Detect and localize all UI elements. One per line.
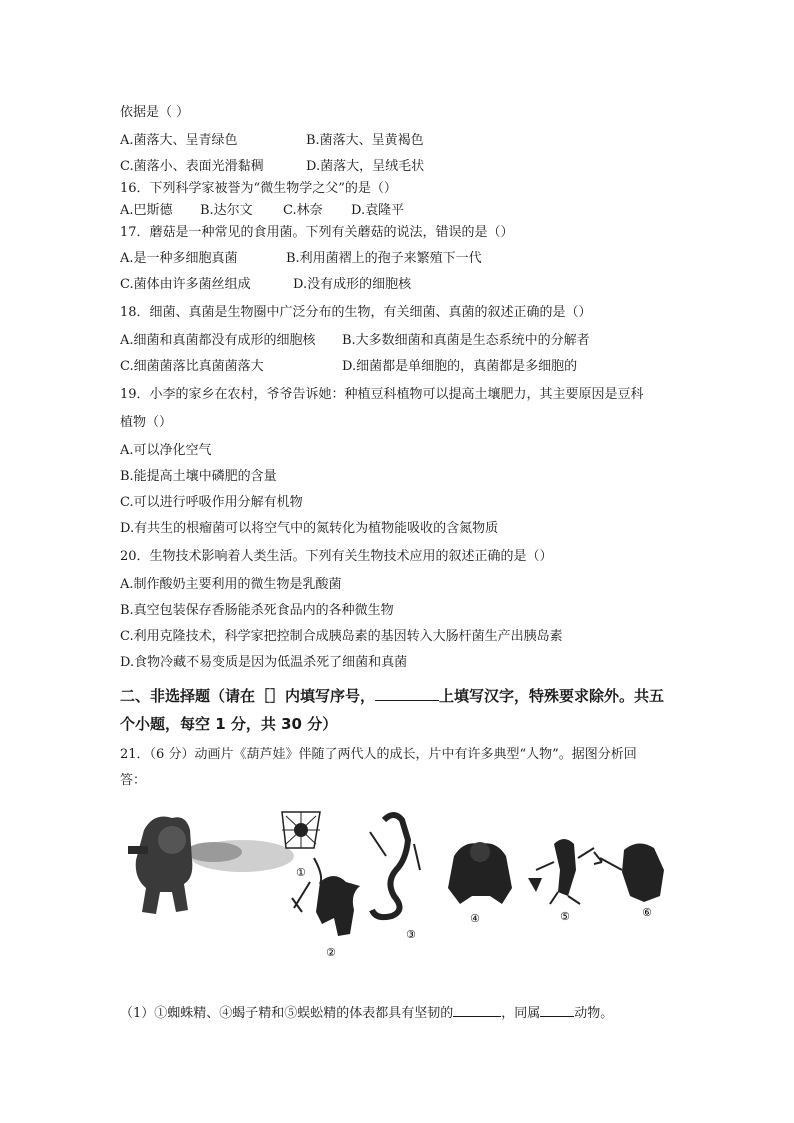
section2-heading-before: 二、非选择题（请在［］内填写序号， — [120, 687, 376, 705]
q21-sub1-after: 动物。 — [574, 1006, 614, 1021]
q20-option-c: C.利用克隆技术，科学家把控制合成胰岛素的基因转入大肠杆菌生产出胰岛素 — [120, 629, 563, 644]
toad-spirit-figure — [594, 843, 664, 902]
answer-blank — [540, 1004, 574, 1017]
q17-stem: 17．蘑菇是一种常见的食用菌。下列有关蘑菇的说法，错误的是（） — [120, 225, 514, 240]
q15-option-a: A.菌落大、呈青绿色 — [120, 133, 238, 148]
q21-stem-line2: 答： — [120, 773, 147, 788]
q18-stem: 18．细菌、真菌是生物圈中广泛分布的生物，有关细菌、真菌的叙述正确的是（） — [120, 305, 592, 320]
q20-option-b: B.真空包装保存香肠能杀死食品内的各种微生物 — [120, 603, 394, 618]
q18-option-b: B.大多数细菌和真菌是生态系统中的分解者 — [342, 333, 590, 348]
figure-label-3: ③ — [406, 928, 416, 941]
q21-sub1 — [120, 1004, 613, 1023]
q15-option-b: B.菌落大、呈黄褐色 — [306, 133, 424, 148]
snake-spirit-figure — [370, 815, 420, 917]
q21-sub1-mid: ，同属 — [501, 1006, 541, 1021]
q21-sub1-before: （1）①蜘蛛精、④蝎子精和⑤蜈蚣精的体表都具有坚韧的 — [120, 1006, 454, 1021]
q20-option-a: A.制作酸奶主要利用的微生物是乳酸菌 — [120, 577, 342, 592]
q18-option-c: C.细菌菌落比真菌菌落大 — [120, 359, 264, 374]
centipede-spirit-figure — [528, 839, 594, 904]
q16-stem: 16．下列科学家被誉为“微生物学之父”的是（） — [120, 181, 397, 196]
spider-spirit-figure — [282, 812, 320, 848]
q19-option-c: C.可以进行呼吸作用分解有机物 — [120, 495, 303, 510]
q17-option-d: D.没有成形的细胞核 — [293, 277, 412, 292]
calabash-characters-figure — [124, 800, 672, 970]
figure-label-4: ④ — [470, 912, 480, 925]
q17-option-a: A.是一种多细胞真菌 — [120, 251, 238, 266]
q19-option-d: D.有共生的根瘤菌可以将空气中的氮转化为植物能吸收的含氮物质 — [120, 521, 499, 536]
section2-heading-after: 上填写汉字，特殊要求除外。共五 — [439, 687, 665, 705]
q16-option-b: B.达尔文 — [200, 203, 253, 218]
calabash-brother-figure — [128, 817, 294, 915]
figure-label-5: ⑤ — [560, 910, 570, 923]
q16-option-a: A.巴斯德 — [120, 203, 173, 218]
q20-option-d: D.食物冷藏不易变质是因为低温杀死了细菌和真菌 — [120, 655, 408, 670]
figure-label-1: ① — [296, 866, 306, 879]
q19-option-b: B.能提高土壤中磷肥的含量 — [120, 469, 277, 484]
q15-option-d: D.菌落大，呈绒毛状 — [306, 159, 425, 174]
q18-option-d: D.细菌都是单细胞的，真菌都是多细胞的 — [342, 359, 578, 374]
figure-label-2: ② — [326, 946, 336, 959]
section2-heading-line1 — [120, 686, 664, 706]
q21-stem-line1: 21．（6 分）动画片《葫芦娃》伴随了两代人的成长，片中有许多典型“人物”。据图分析回 — [120, 747, 637, 762]
q18-option-a: A.细菌和真菌都没有成形的细胞核 — [120, 333, 316, 348]
q16-option-c: C.林奈 — [283, 203, 323, 218]
q19-stem-line1: 19．小李的家乡在农村，爷爷告诉她：种植豆科植物可以提高土壤肥力，其主要原因是豆科 — [120, 387, 644, 402]
q17-option-c: C.菌体由许多菌丝组成 — [120, 277, 251, 292]
q17-option-b: B.利用菌褶上的孢子来繁殖下一代 — [286, 251, 482, 266]
figure-label-6: ⑥ — [642, 906, 652, 919]
q19-stem-line2: 植物（） — [120, 415, 173, 430]
q19-option-a: A.可以净化空气 — [120, 443, 212, 458]
section2-heading-line2: 个小题，每空 1 分，共 30 分） — [120, 715, 338, 733]
answer-blank — [375, 688, 439, 701]
answer-blank — [453, 1004, 501, 1017]
q15-stem-tail: 依据是（ ） — [120, 105, 190, 120]
q20-stem: 20．生物技术影响着人类生活。下列有关生物技术应用的叙述正确的是（） — [120, 549, 553, 564]
monster-spirit-figure — [448, 842, 512, 904]
q16-option-d: D.袁隆平 — [351, 203, 405, 218]
q15-option-c: C.菌落小、表面光滑黏稠 — [120, 159, 264, 174]
